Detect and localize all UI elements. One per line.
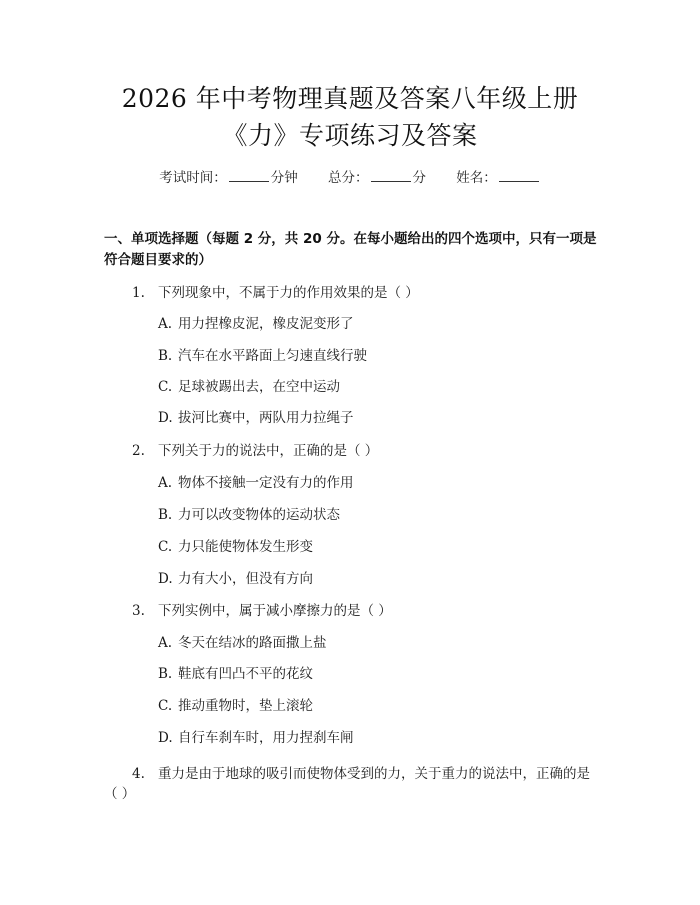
option-text: 鞋底有凹凸不平的花纹 bbox=[178, 666, 313, 682]
option-text: 推动重物时，垫上滚轮 bbox=[178, 698, 313, 714]
question-3 bbox=[132, 602, 392, 620]
total-score-field bbox=[328, 169, 426, 187]
option-text: 汽车在水平路面上匀速直线行驶 bbox=[178, 348, 367, 364]
option-1b[interactable] bbox=[158, 347, 367, 365]
option-3a[interactable] bbox=[158, 634, 327, 652]
question-1 bbox=[132, 284, 419, 302]
question-number: 1. bbox=[132, 285, 145, 301]
option-2d[interactable] bbox=[158, 570, 313, 588]
option-letter: A. bbox=[158, 475, 173, 491]
option-3b[interactable] bbox=[158, 665, 313, 683]
section-heading: 一、单项选择题（每题 2 分，共 20 分。在每小题给出的四个选项中，只有一项是符合题目要求的） bbox=[104, 231, 597, 268]
student-name-blank[interactable] bbox=[499, 169, 539, 182]
option-letter: A. bbox=[158, 635, 173, 651]
option-3d[interactable] bbox=[158, 729, 354, 747]
option-letter: D. bbox=[158, 730, 173, 746]
student-name-label: 姓名： bbox=[456, 170, 497, 186]
question-number: 2. bbox=[132, 443, 145, 459]
exam-time-field bbox=[159, 169, 298, 187]
option-text: 足球被踢出去，在空中运动 bbox=[178, 379, 340, 395]
option-text: 用力捏橡皮泥，橡皮泥变形了 bbox=[178, 316, 354, 332]
option-3c[interactable] bbox=[158, 697, 313, 715]
question-text: 下列现象中，不属于力的作用效果的是（ ） bbox=[158, 285, 419, 301]
total-score-blank[interactable] bbox=[371, 169, 411, 182]
page-title-line-2: 《力》专项练习及答案 bbox=[222, 121, 478, 150]
option-2b[interactable] bbox=[158, 506, 340, 524]
option-text: 力只能使物体发生形变 bbox=[178, 539, 313, 555]
question-number: 4. bbox=[132, 766, 145, 782]
question-text: 重力是由于地球的吸引而使物体受到的力，关于重力的说法中，正确的是（ ） bbox=[104, 766, 590, 802]
exam-time-label: 考试时间： bbox=[159, 170, 227, 186]
option-letter: B. bbox=[158, 348, 173, 364]
exam-meta bbox=[0, 169, 700, 187]
exam-time-unit: 分钟 bbox=[270, 170, 298, 186]
option-letter: B. bbox=[158, 507, 173, 523]
total-score-label: 总分： bbox=[328, 170, 369, 186]
option-letter: D. bbox=[158, 410, 173, 426]
student-name-field bbox=[456, 169, 541, 187]
option-text: 物体不接触一定没有力的作用 bbox=[178, 475, 354, 491]
question-4 bbox=[104, 764, 600, 804]
exam-time-blank[interactable] bbox=[229, 169, 269, 182]
option-2a[interactable] bbox=[158, 474, 354, 492]
option-letter: B. bbox=[158, 666, 173, 682]
question-number: 3. bbox=[132, 603, 145, 619]
option-2c[interactable] bbox=[158, 538, 313, 556]
question-2 bbox=[132, 442, 378, 460]
question-text: 下列关于力的说法中，正确的是（ ） bbox=[158, 443, 379, 459]
page-title-line-1: 2026 年中考物理真题及答案八年级上册 bbox=[121, 84, 579, 113]
option-text: 自行车刹车时，用力捏刹车闸 bbox=[178, 730, 354, 746]
option-letter: A. bbox=[158, 316, 173, 332]
option-letter: D. bbox=[158, 571, 173, 587]
option-letter: C. bbox=[158, 698, 173, 714]
option-text: 力可以改变物体的运动状态 bbox=[178, 507, 340, 523]
option-1a[interactable] bbox=[158, 315, 354, 333]
option-text: 拔河比赛中，两队用力拉绳子 bbox=[178, 410, 354, 426]
option-text: 力有大小，但没有方向 bbox=[178, 571, 313, 587]
option-letter: C. bbox=[158, 539, 173, 555]
option-1c[interactable] bbox=[158, 378, 340, 396]
option-letter: C. bbox=[158, 379, 173, 395]
question-text: 下列实例中，属于减小摩擦力的是（ ） bbox=[158, 603, 392, 619]
option-text: 冬天在结冰的路面撒上盐 bbox=[178, 635, 327, 651]
option-1d[interactable] bbox=[158, 409, 354, 427]
total-score-unit: 分 bbox=[412, 170, 426, 186]
